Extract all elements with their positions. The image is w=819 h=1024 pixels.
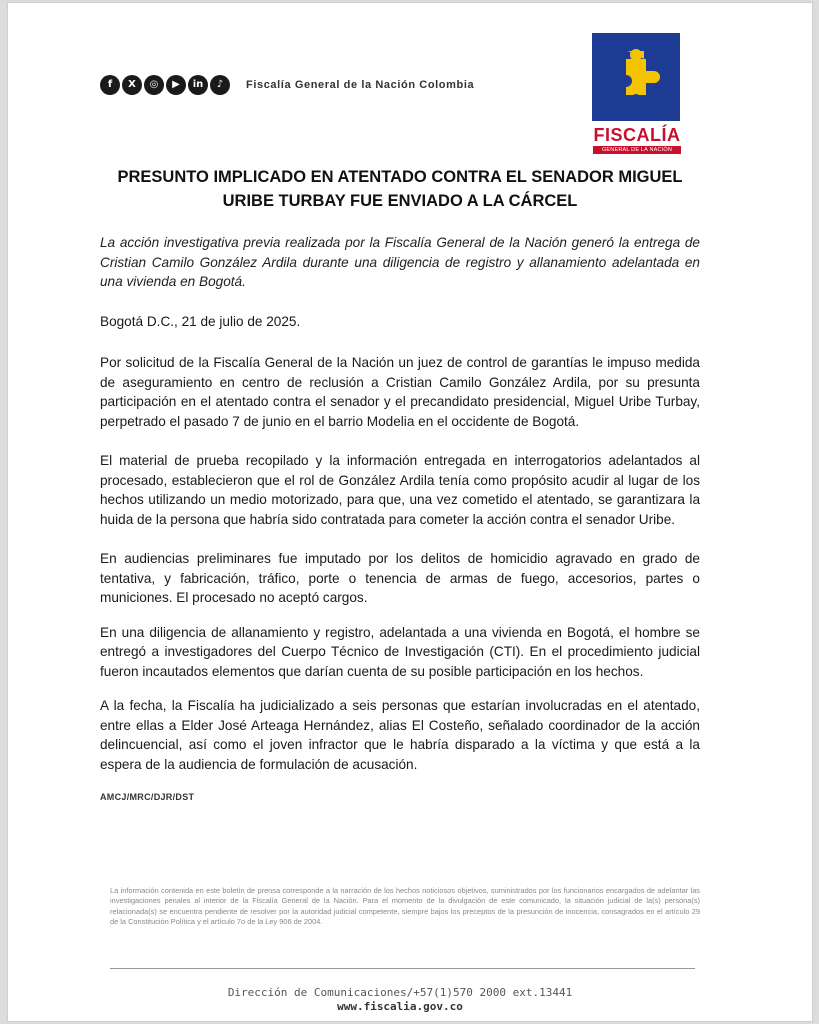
lead-paragraph: La acción investigativa previa realizada por la Fiscalía General de la Nación generó la entrega de Cristian Camilo González Ardila durante una diligencia de registro y allanamiento adelantada en una vivienda en Bogotá. — [100, 235, 700, 289]
footer-divider — [110, 968, 695, 969]
logo-subtitle: GENERAL DE LA NACIÓN — [593, 146, 681, 154]
article-body — [100, 233, 700, 802]
letterhead — [100, 70, 660, 100]
fiscalia-logo — [592, 33, 682, 155]
tiktok-icon[interactable]: ♪ — [210, 75, 230, 95]
footer — [100, 986, 700, 1014]
body-paragraph: A la fecha, la Fiscalía ha judicializado a seis personas que estarían involucradas en el atentado, entre ellas a Elder José Arteaga Hernández, alias El Costeño, señalado coordinador de la acción delincuencial, así como el joven infractor que le habría disparado a la víctima y que está a la espera de la audiencia de formulación de acusación. — [100, 698, 700, 772]
dateline: Bogotá D.C., 21 de julio de 2025. — [100, 313, 301, 329]
puzzle-logo-icon — [592, 33, 680, 121]
legal-disclaimer: La información contenida en este boletín de prensa corresponde a la narración de los hechos noticiosos objetivos, suministrados por los funcionarios encargados de adelantar las investigaciones penales al interior de la Fiscalía General de la Nación. Para el momento de la divulgación de este comunicado, la situación judicial de la(s) persona(s) relacionada(s) se encuentra pendiente de resolver por la autoridad judicial competente, siempre bajos los preceptos de la presunción de inocencia, consagrados en el artículo 29 de la Constitución Política y el artículo 7o de la Ley 906 de 2004. — [110, 886, 700, 926]
body-paragraph: Por solicitud de la Fiscalía General de la Nación un juez de control de garantías le impuso medida de aseguramiento en centro de reclusión a Cristian Camilo González Ardila, por su presunta participación en el atentado contra el senador y el precandidato presidencial, Miguel Uribe Turbay, perpetrado el pasado 7 de junio en el barrio Modelia en el occidente de Bogotá. — [100, 355, 700, 429]
headline: PRESUNTO IMPLICADO EN ATENTADO CONTRA EL SENADOR MIGUEL URIBE TURBAY FUE ENVIADO A LA CÁRCEL — [117, 168, 683, 210]
linkedin-icon[interactable]: in — [188, 75, 208, 95]
facebook-icon[interactable]: f — [100, 75, 120, 95]
contact-line: Dirección de Comunicaciones/+57(1)570 2000 ext.13441 — [227, 986, 573, 999]
logo-wordmark: FISCALÍA — [593, 125, 681, 145]
body-paragraph: El material de prueba recopilado y la información entregada en interrogatorios adelantados al procesado, establecieron que el rol de González Ardila tenía como propósito acudir al lugar de los hechos utilizando un medio motorizado, para que, una vez cometido el atentado, se garantizara la huida de la persona que habría sido contratada para cometer la acción contra el senador Uribe. — [100, 453, 700, 527]
x-icon[interactable]: X — [122, 75, 142, 95]
youtube-icon[interactable]: ▶ — [166, 75, 186, 95]
website-link[interactable]: www.fiscalia.gov.co — [337, 1000, 463, 1013]
body-paragraph: En audiencias preliminares fue imputado por los delitos de homicidio agravado en grado de tentativa, y fabricación, tráfico, porte o tenencia de armas de fuego, accesorios, partes o municiones. El procesado no aceptó cargos. — [100, 551, 700, 605]
instagram-icon[interactable]: ◎ — [144, 75, 164, 95]
body-paragraph: En una diligencia de allanamiento y registro, adelantada a una vivienda en Bogotá, el hombre se entregó a investigadores del Cuerpo Técnico de Investigación (CTI). En el procedimiento judicial fueron incautados elementos que darían cuenta de su posible participación en los hechos. — [100, 624, 700, 679]
author-initials: AMCJ/MRC/DJR/DST — [100, 792, 195, 802]
social-icons — [100, 75, 230, 95]
organization-name: Fiscalía General de la Nación Colombia — [246, 79, 475, 91]
